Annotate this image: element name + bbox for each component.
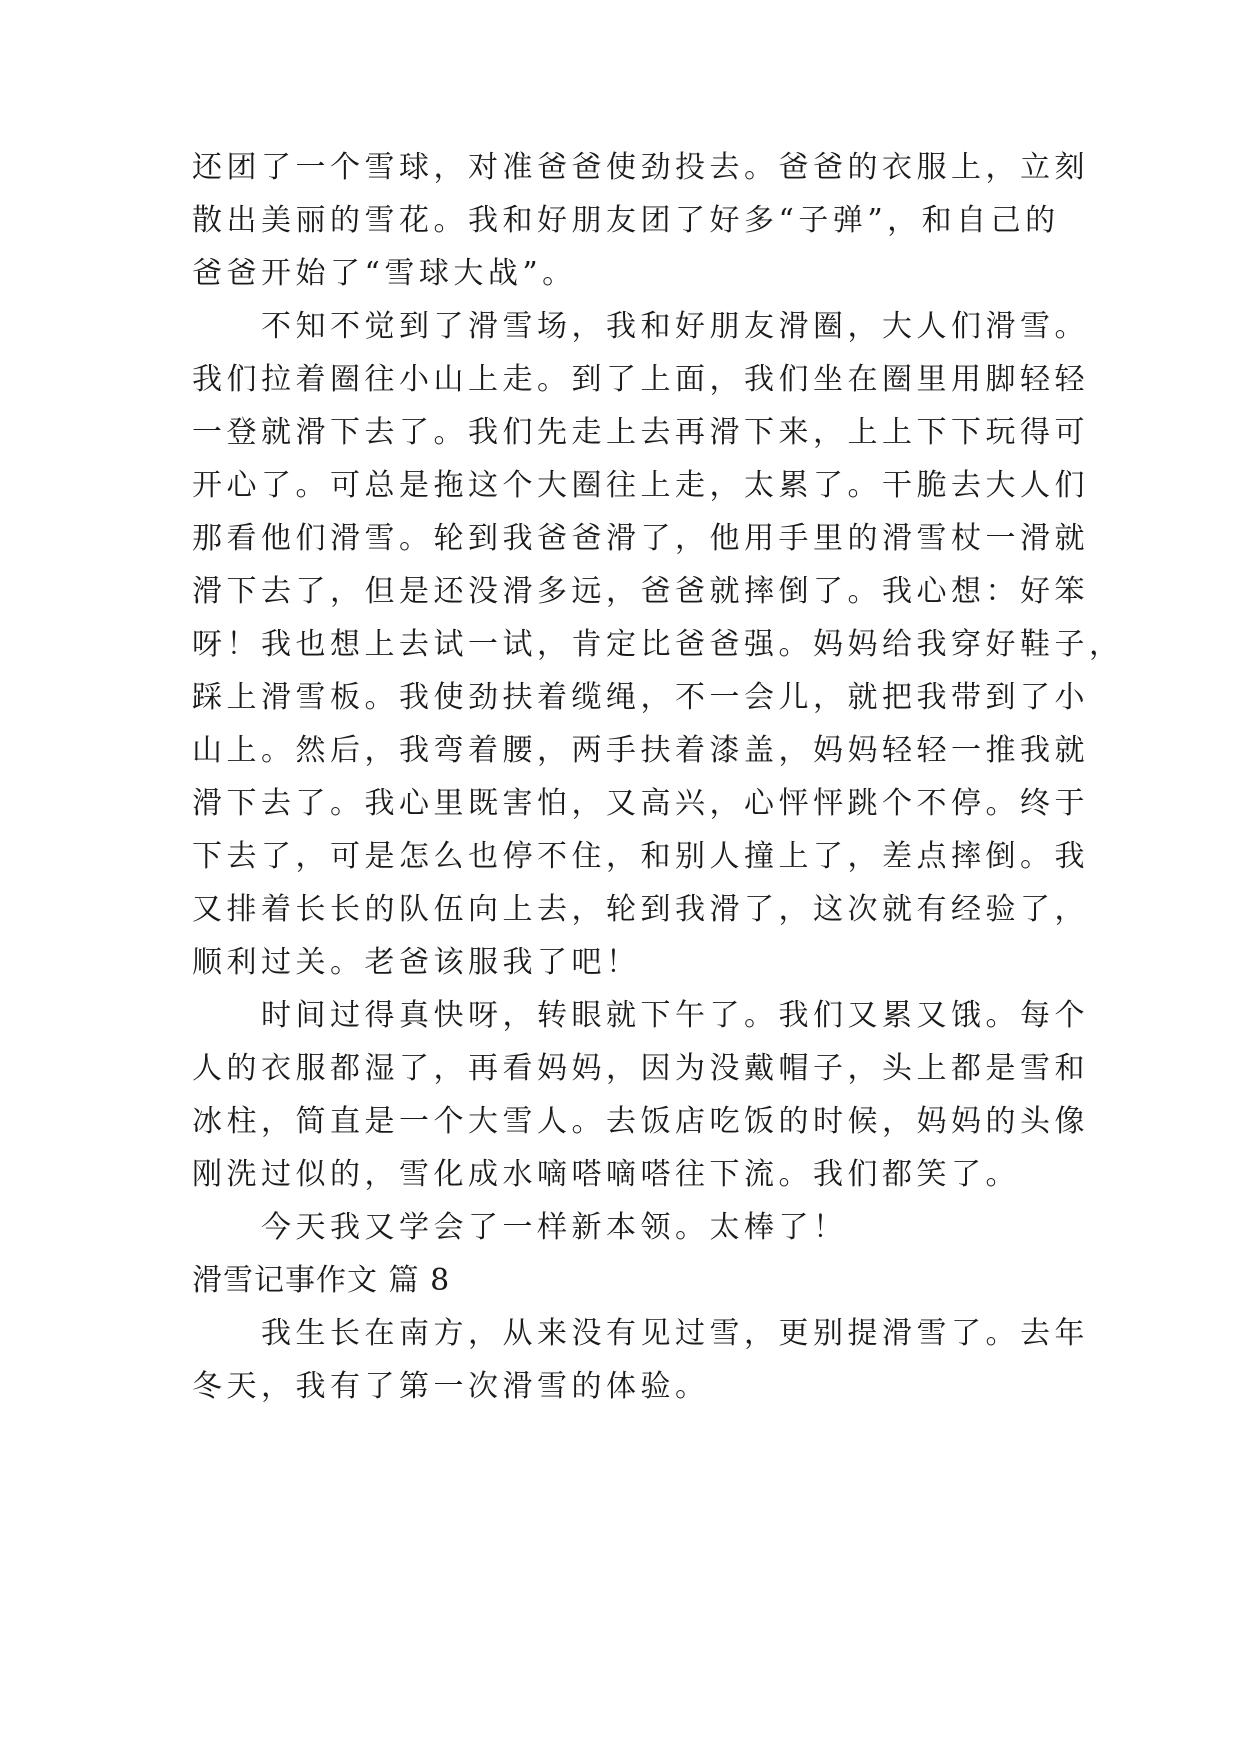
text-line: 又排着长长的队伍向上去，轮到我滑了，这次就有经验了， [192,892,1089,927]
text-line: 今天我又学会了一样新本领。太棒了！ [192,1210,848,1245]
text-line: 顺利过关。老爸该服我了吧！ [192,945,641,980]
text-line: 我们拉着圈往小山上走。到了上面，我们坐在圈里用脚轻轻 [192,362,1089,397]
text-line: 下去了，可是怎么也停不住，和别人撞上了，差点摔倒。我 [192,839,1089,874]
text-line: 开心了。可总是拖这个大圈往上走，太累了。干脆去大人们 [192,468,1089,503]
text-line: 人的衣服都湿了，再看妈妈，因为没戴帽子，头上都是雪和 [192,1051,1089,1086]
text-line: 滑下去了。我心里既害怕，又高兴，心怦怦跳个不停。终于 [192,786,1089,821]
text-line: 山上。然后，我弯着腰，两手扶着漆盖，妈妈轻轻一推我就 [192,733,1089,768]
text-line: 不知不觉到了滑雪场，我和好朋友滑圈，大人们滑雪。 [192,309,1089,344]
text-line: 散出美丽的雪花。我和好朋友团了好多“子弹”，和自己的 [192,203,1060,238]
text-line: 还团了一个雪球，对准爸爸使劲投去。爸爸的衣服上，立刻 [192,150,1089,185]
section-heading: 滑雪记事作文 篇 8 [192,1263,451,1298]
text-line: 滑下去了，但是还没滑多远，爸爸就摔倒了。我心想：好笨 [192,574,1089,609]
text-line: 爸爸开始了“雪球大战”。 [192,256,577,291]
text-line: 那看他们滑雪。轮到我爸爸滑了，他用手里的滑雪杖一滑就 [192,521,1089,556]
text-line: 我生长在南方，从来没有见过雪，更别提滑雪了。去年 [192,1316,1089,1351]
text-line: 时间过得真快呀，转眼就下午了。我们又累又饿。每个 [192,998,1089,1033]
text-line: 踩上滑雪板。我使劲扶着缆绳，不一会儿，就把我带到了小 [192,680,1089,715]
text-line: 一登就滑下去了。我们先走上去再滑下来，上上下下玩得可 [192,415,1089,450]
text-line: 冰柱，简直是一个大雪人。去饭店吃饭的时候，妈妈的头像 [192,1104,1089,1139]
text-line: 冬天，我有了第一次滑雪的体验。 [192,1369,710,1404]
text-line: 刚洗过似的，雪化成水嘀嗒嘀嗒往下流。我们都笑了。 [192,1157,1020,1192]
text-line: 呀！我也想上去试一试，肯定比爸爸强。妈妈给我穿好鞋子， [192,627,1124,662]
